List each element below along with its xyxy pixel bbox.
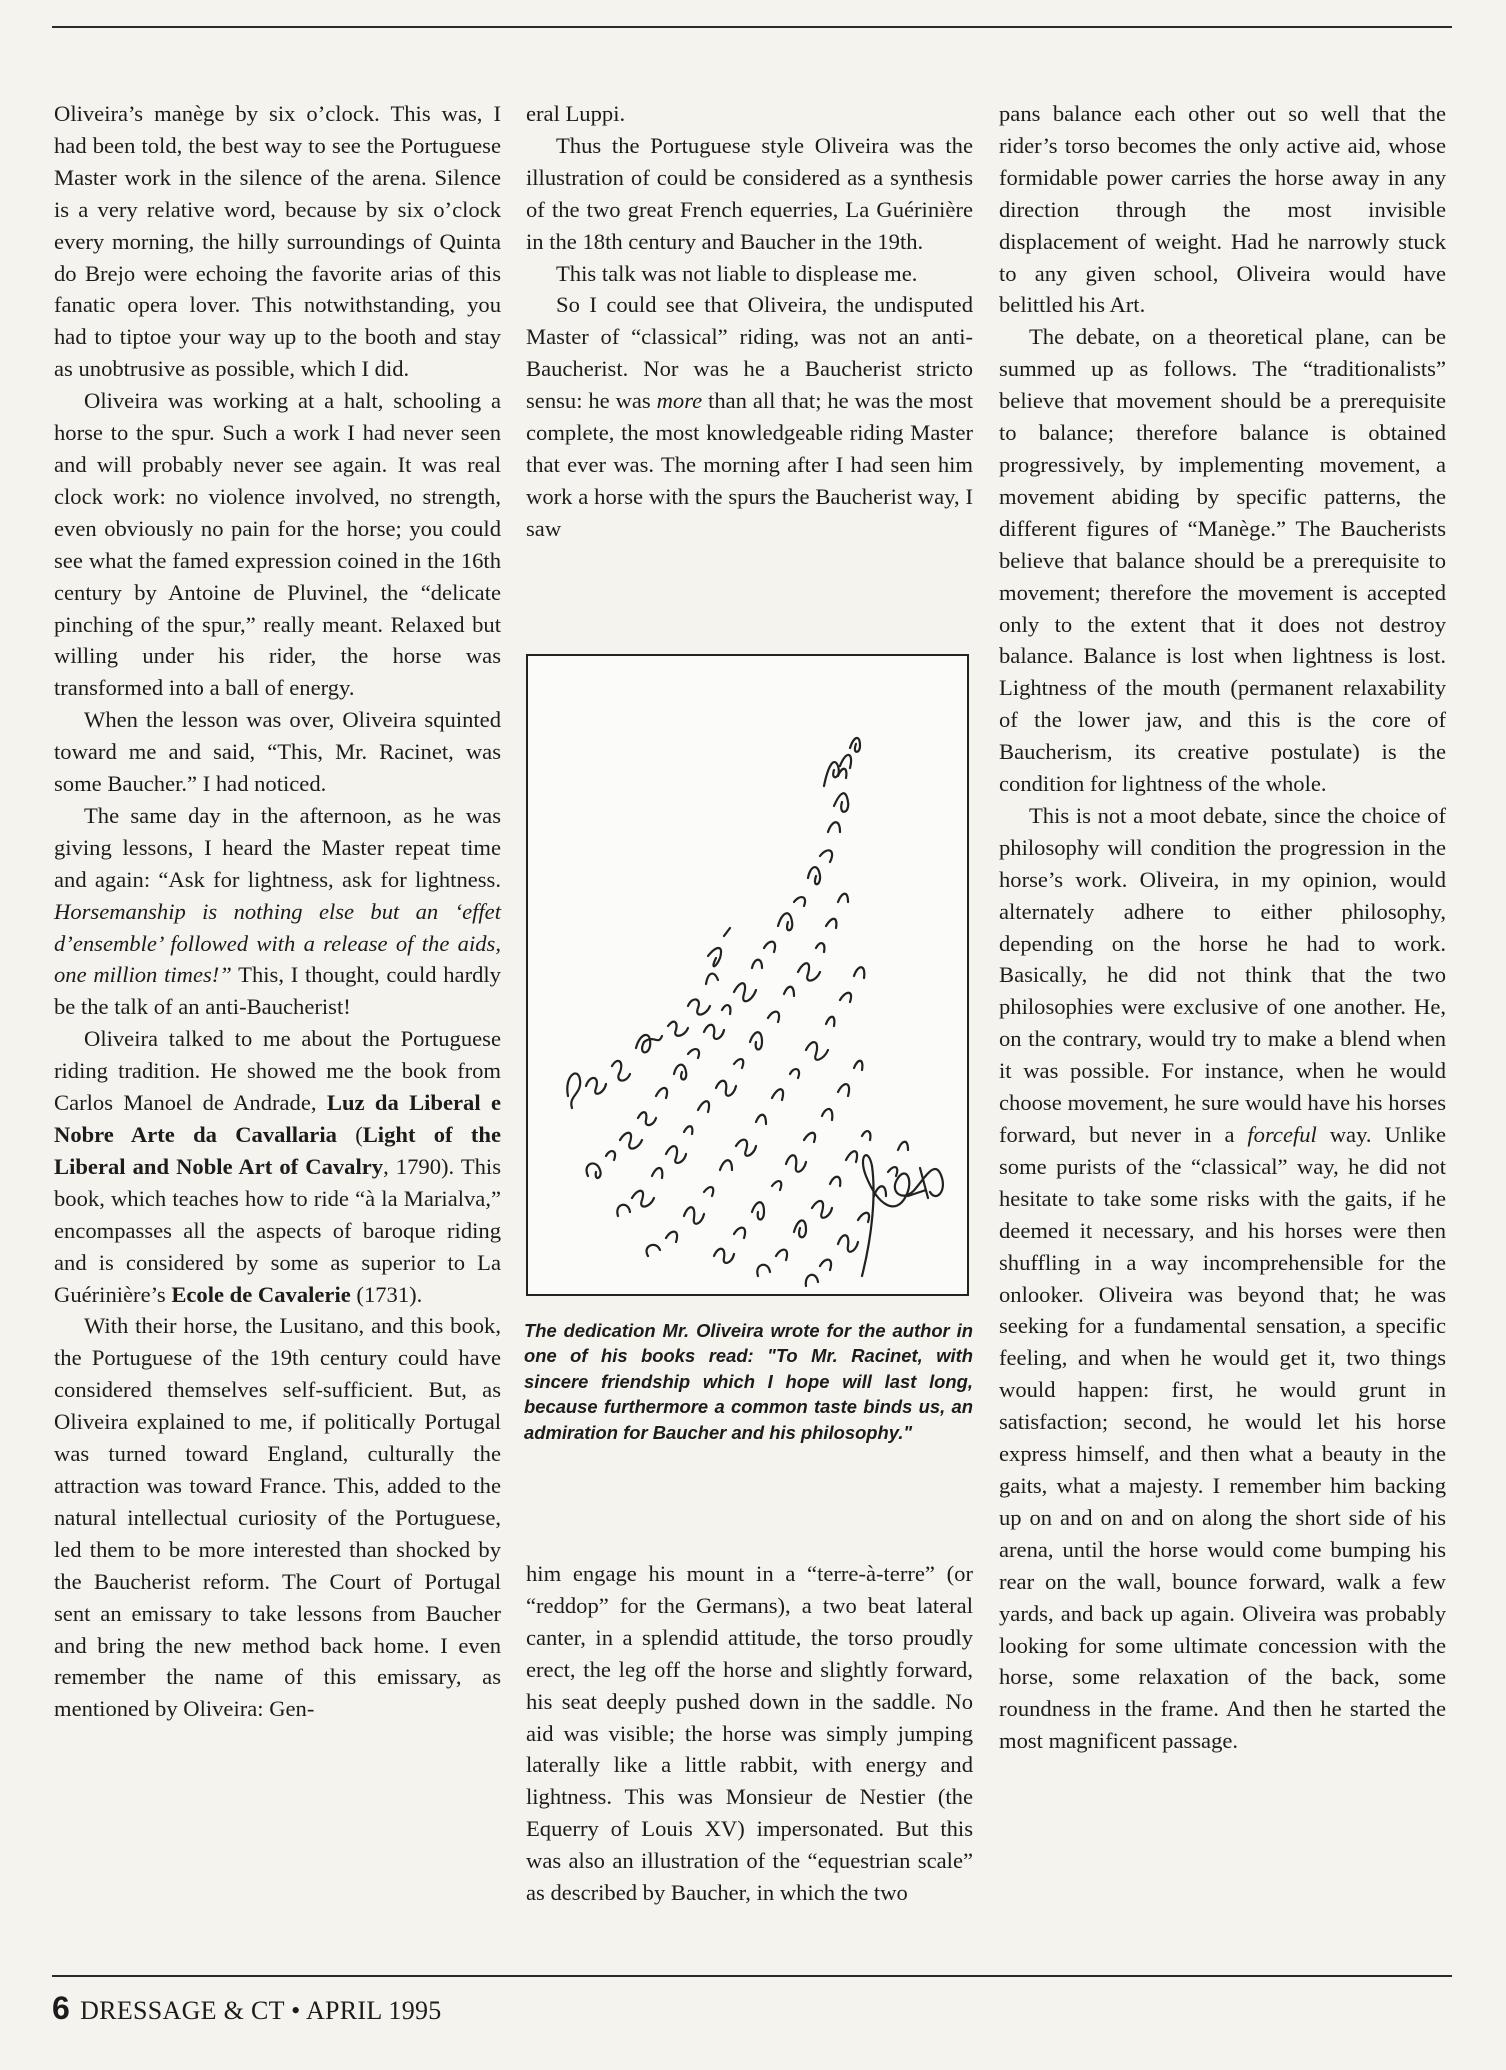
magazine-name: DRESSAGE & CT (80, 1996, 285, 2025)
text-run: This, I thought, could hardly be the talk of an anti-Baucherist! (54, 962, 501, 1020)
italic-word: more (656, 388, 703, 414)
text-run: , 1790). This book, which teaches how to ride “à la Marialva,” encompasses all the aspects of baroque riding and is considered by some as superior to La Guérinière’s (54, 1153, 501, 1307)
text-run: This is not a moot debate, since the choice of philosophy will condition the progression in the horse’s work. Oliveira, in my opinion, would alternately adhere to either philosophy, depending on the horse he had to work. Basically, he did not think that the two philosophies were exclusive of one another. He, on the contrary, would try to make a blend when it was possible. For instance, when he would choose movement, he sure would have his horses forward, but never in a (999, 802, 1446, 1147)
dedication-image (526, 654, 969, 1296)
paragraph: With their horse, the Lusitano, and this book, the Portuguese of the 19th century could have considered themselves self-sufficient. But, as Oliveira explained to me, if politically Portugal was turned toward England, culturally the attraction was toward France. This, added to the natural intellectual curiosity of the Portuguese, led them to be more interested than shocked by the Baucherist reform. The Court of Portugal sent an emissary to take lessons from Baucher and bring the new method back home. I even remember the name of this emissary, as mentioned by Oliveira: Gen- (54, 1313, 501, 1722)
paragraph: Oliveira’s manège by six o’clock. This was, I had been told, the best way to see the Portuguese Master work in the silence of the arena. Silence is a very relative word, because by six o’clock every morning, the hilly surroundings of Quinta do Brejo were echoing the favorite arias of this fanatic opera lover. This notwithstanding, you had to tiptoe your way up to the booth and stay as unobtrusive as possible, which I did. (54, 101, 501, 382)
italic-word: forceful (1247, 1122, 1317, 1147)
paragraph (526, 289, 973, 544)
top-rule (52, 26, 1452, 28)
text-run: So I could see that Oliveira, the undisputed Master of “classical” riding, was not an anti-Baucherist. Nor was he a Baucherist stricto sensu: he was (526, 292, 973, 414)
image-caption: The dedication Mr. Oliveira wrote for the author in one of his books read: "To Mr. Racinet, with sincere friendship which I hope will last long, because furthermore a common taste binds us, an admiration for Baucher and his philosophy." (524, 1320, 973, 1443)
paragraph: Thus the Portuguese style Oliveira was the illustration of could be considered as a synthesis of the two great French equerries, La Guérinière in the 18th century and Baucher in the 19th. (526, 132, 973, 254)
book-title: Ecole de Cavalerie (171, 1281, 351, 1307)
paragraph: pans balance each other out so well that the rider’s torso becomes the only active aid, whose formidable power carries the horse away in any direction through the most invisible displacement of weight. Had he narrowly stuck to any given school, Oliveira would have belittled his Art. (999, 101, 1446, 318)
column-2-continued (526, 1558, 973, 1909)
book-title: Luz da Liberal e Nobre Arte da Cavallaria (54, 1090, 501, 1147)
handwritten-dedication-signature (528, 656, 967, 1294)
text-run: (1731). (350, 1281, 423, 1307)
column-1 (54, 98, 501, 1725)
footer-bullet: • (291, 1996, 301, 2025)
text-run: way. Unlike some purists of the “classical” way, he did not hesitate to take some risks with the gaits, if he deemed it necessary, and his horses were then shuffling in a way incomprehensible for the onlooker. Oliveira was beyond that; he was seeking for a fundamental sensation, a specific feeling, and when he would get it, two things would happen: first, he would grunt in satisfaction; second, he would let his horse express himself, and then what a beauty in the gaits, what a majesty. I remember him backing up on and on and on along the short side of his arena, until the horse would come bumping his rear on the wall, bounce forward, walk a few yards, and back up again. Oliveira was probably looking for some ultimate concession with the horse, some relaxation of the back, some roundness in the frame. And then he started the most magnificent passage. (999, 1122, 1446, 1754)
text-run: ( (336, 1122, 363, 1147)
page-footer (52, 1990, 442, 2027)
paragraph: When the lesson was over, Oliveira squinted toward me and said, “This, Mr. Racinet, was some Baucher.” I had noticed. (54, 707, 501, 797)
page-number: 6 (52, 1990, 71, 2026)
text-run: than all that; he was the most complete, the most knowledgeable riding Master that ever was. The morning after I had seen him work a horse with the spurs the Baucherist way, I saw (526, 388, 973, 541)
text-run: The same day in the afternoon, as he was giving lessons, I heard the Master repeat time and again: “Ask for lightness, ask for lightness. (54, 802, 501, 892)
column-2 (526, 98, 973, 545)
italic-quote: Horsemanship is nothing else but an ‘effet d’ensemble’ followed with a release of the aids, one million times!” (54, 898, 501, 988)
book-title-translation: Light of the Liberal and Noble Art of Cavalry (54, 1122, 501, 1179)
paragraph (999, 800, 1446, 1757)
paragraph (54, 1023, 501, 1310)
column-3 (999, 98, 1446, 1757)
bottom-rule (52, 1975, 1452, 1977)
paragraph: eral Luppi. (526, 101, 626, 126)
issue-date: APRIL 1995 (305, 1996, 442, 2025)
paragraph: Oliveira was working at a halt, schooling a horse to the spur. Such a work I had never seen and will probably never see again. It was real clock work: no violence involved, no strength, even obviously no pain for the horse; you could see what the famed expression coined in the 16th century by Antoine de Pluvinel, the “delicate pinching of the spur,” really meant. Relaxed but willing under his rider, the horse was transformed into a ball of energy. (54, 388, 501, 701)
paragraph: The debate, on a theoretical plane, can be summed up as follows. The “traditionalists” believe that movement should be a prerequisite to balance; therefore balance is obtained progressively, by implementing movement, a movement abiding by specific patterns, the different figures of “Manège.” The Baucherists believe that balance should be a prerequisite to movement; therefore the movement is accepted only to the extent that it does not destroy balance. Balance is lost when lightness is lost. Lightness of the mouth (permanent relaxability of the lower jaw, and this is the core of Baucherism, its creative postulate) is the condition for lightness of the whole. (999, 324, 1446, 797)
paragraph (54, 800, 501, 1023)
text-run: Oliveira talked to me about the Portuguese riding tradition. He showed me the book from Carlos Manoel de Andrade, (54, 1026, 501, 1116)
paragraph: This talk was not liable to displease me. (556, 260, 918, 286)
paragraph: him engage his mount in a “terre-à-terre” (or “reddop” for the Germans), a two beat lateral canter, in a splendid attitude, the torso proudly erect, the leg off the horse and slightly forward, his seat deeply pushed down in the saddle. No aid was visible; the horse was simply jumping laterally like a little rabbit, with energy and lightness. This was Monsieur de Nestier (the Equerry of Louis XV) impersonated. But this was also an illustration of the “equestrian scale” as described by Baucher, in which the two (526, 1561, 973, 1906)
